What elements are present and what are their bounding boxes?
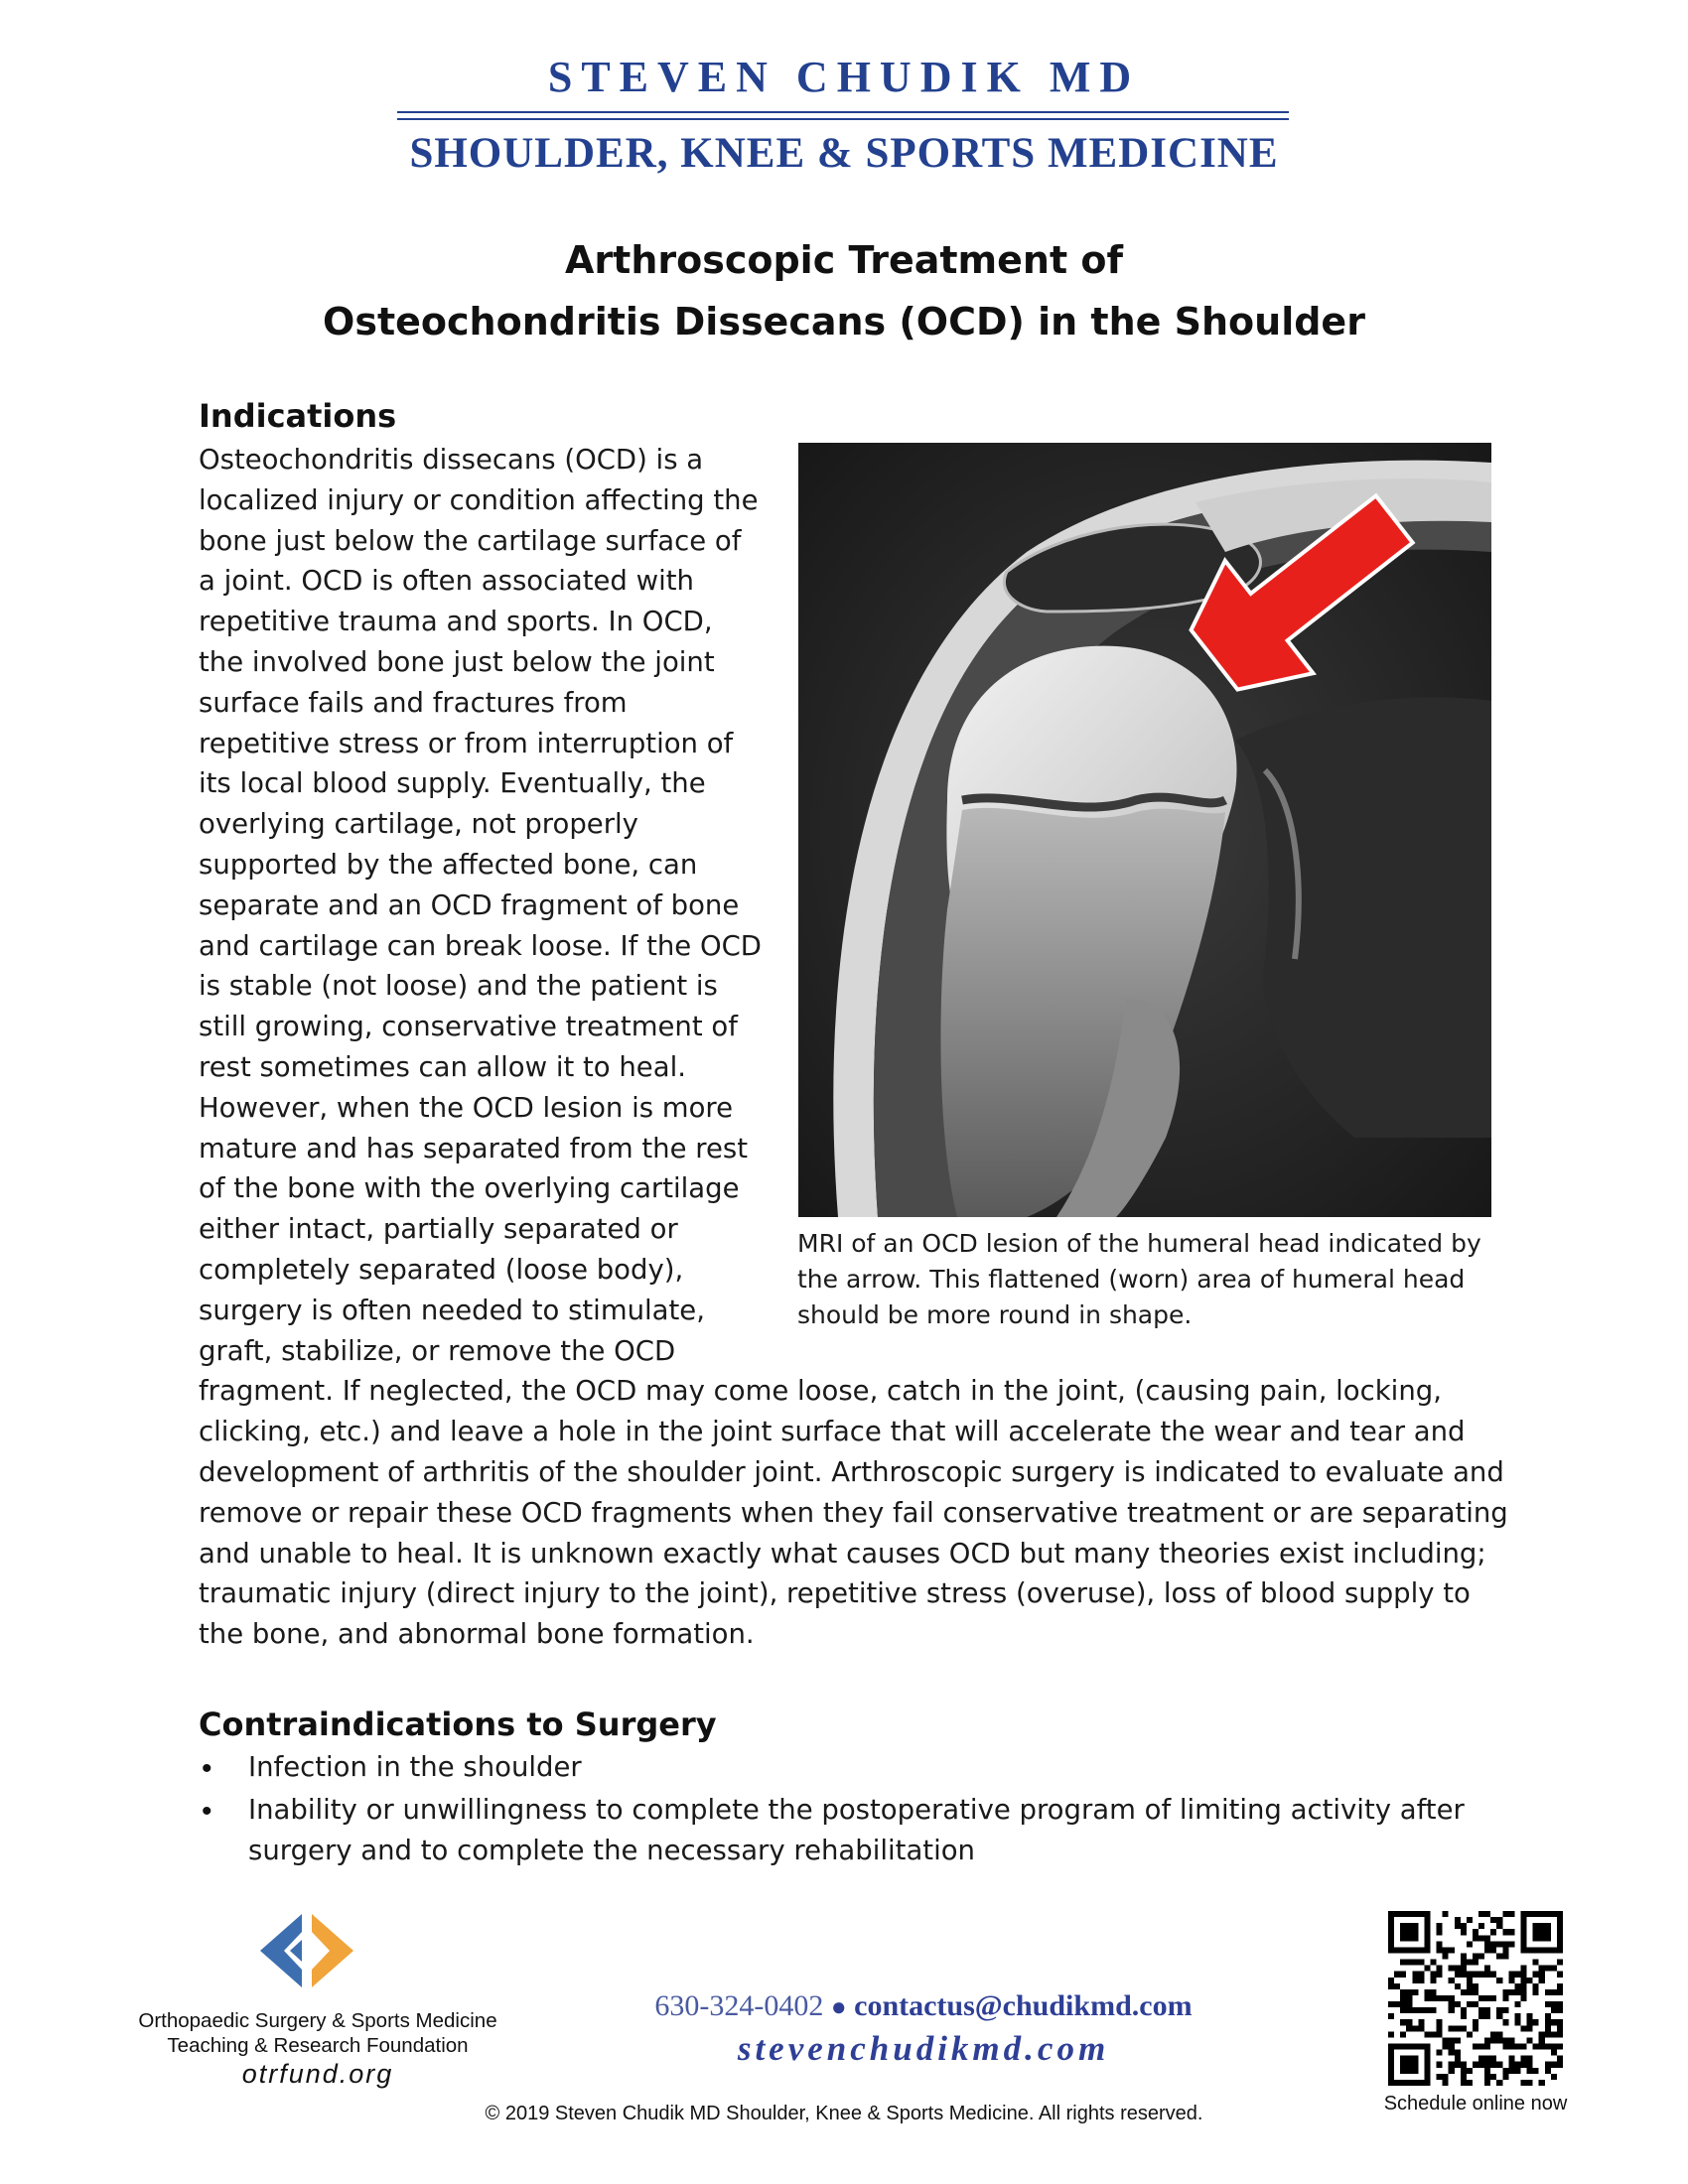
bullet-icon: • — [202, 1795, 212, 1828]
indications-line: bone just below the cartilage surface of — [199, 524, 742, 557]
website-link[interactable]: stevenchudikmd.com — [737, 2029, 1110, 2068]
letterhead-subtitle: SHOULDER, KNEE & SPORTS MEDICINE — [409, 130, 1279, 177]
indications-line: surface fails and fractures from — [199, 686, 628, 719]
contraindication-item: surgery and to complete the necessary rehabilitation — [248, 1835, 975, 1866]
email-link[interactable]: contactus@chudikmd.com — [854, 1989, 1193, 2022]
indications-line: still growing, conservative treatment of — [199, 1011, 738, 1043]
indications-line: repetitive stress or from interruption of — [199, 727, 734, 759]
page-title-line2: Osteochondritis Dissecans (OCD) in the Shoulder — [323, 300, 1365, 343]
indications-line: repetitive trauma and sports. In OCD, — [199, 606, 713, 638]
indications-line: However, when the OCD lesion is more — [199, 1091, 734, 1124]
letterhead-name: STEVEN CHUDIK MD — [547, 53, 1141, 101]
indications-line: traumatic injury (direct injury to the joint), repetitive stress (overuse), loss of blood supply to — [199, 1577, 1471, 1610]
indications-line: the involved bone just below the joint — [199, 646, 715, 678]
caption-line: should be more round in shape. — [797, 1300, 1193, 1329]
schedule-online-label: Schedule online now — [1383, 2093, 1568, 2115]
copyright-notice: © 2019 Steven Chudik MD Shoulder, Knee & Sports Medicine. All rights reserved. — [485, 2103, 1203, 2124]
indications-line: a joint. OCD is often associated with — [199, 565, 694, 598]
contraindications-heading: Contraindications to Surgery — [199, 1706, 717, 1743]
indications-line: clicking, etc.) and leave a hole in the joint surface that will accelerate the wear and tear and — [199, 1416, 1466, 1448]
contact-line — [556, 1989, 1291, 2023]
indications-line: and cartilage can break loose. If the OCD — [199, 929, 762, 962]
caption-line: MRI of an OCD lesion of the humeral head indicated by — [797, 1229, 1481, 1258]
indications-line: surgery is often needed to stimulate, — [199, 1294, 705, 1326]
contraindication-item: Infection in the shoulder — [248, 1751, 582, 1783]
bullet-icon: • — [202, 1752, 212, 1785]
indications-line: remove or repair these OCD fragments when they fail conservative treatment or are separating — [199, 1496, 1508, 1529]
indications-line: its local blood supply. Eventually, the — [199, 767, 706, 800]
indications-line: of the bone with the overlying cartilage — [199, 1172, 740, 1205]
indications-line: and unable to heal. It is unknown exactly what causes OCD but many theories exist including; — [199, 1537, 1486, 1570]
contraindication-item: Inability or unwillingness to complete the postoperative program of limiting activity after — [248, 1794, 1465, 1826]
indications-line: development of arthritis of the shoulder joint. Arthroscopic surgery is indicated to evaluate and — [199, 1456, 1504, 1488]
indications-line: localized injury or condition affecting the — [199, 483, 759, 516]
indications-line: rest sometimes can allow it to heal. — [199, 1051, 686, 1083]
indications-line: the bone, and abnormal bone formation. — [199, 1618, 755, 1651]
page-title-line1: Arthroscopic Treatment of — [565, 238, 1123, 282]
foundation-url[interactable]: otrfund.org — [241, 2059, 394, 2089]
indications-line: overlying cartilage, not properly — [199, 808, 638, 841]
foundation-name-line1: Orthopaedic Surgery & Sports Medicine — [138, 2009, 497, 2032]
indications-line: completely separated (loose body), — [199, 1254, 684, 1286]
letterhead-rule-bottom — [397, 118, 1289, 120]
phone-number[interactable]: 630-324-0402 — [654, 1989, 824, 2022]
indications-line: mature and has separated from the rest — [199, 1132, 748, 1164]
indications-line: separate and an OCD fragment of bone — [199, 888, 740, 921]
qr-code-icon[interactable] — [1388, 1911, 1563, 2086]
foundation-name-line2: Teaching & Research Foundation — [167, 2034, 469, 2057]
letterhead-rule-top — [397, 111, 1289, 113]
indications-heading: Indications — [199, 397, 397, 435]
otrf-logo-icon — [260, 1914, 363, 1987]
indications-line: graft, stabilize, or remove the OCD — [199, 1334, 676, 1367]
indications-line: supported by the affected bone, can — [199, 849, 698, 881]
bullet-dot-icon: ● — [830, 1992, 847, 2021]
indications-line: Osteochondritis dissecans (OCD) is a — [199, 444, 704, 476]
indications-line: is stable (not loose) and the patient is — [199, 970, 718, 1003]
mri-image — [798, 443, 1491, 1217]
indications-line: fragment. If neglected, the OCD may come loose, catch in the joint, (causing pain, locking, — [199, 1375, 1442, 1408]
indications-line: either intact, partially separated or — [199, 1213, 678, 1246]
caption-line: the arrow. This flattened (worn) area of humeral head — [797, 1265, 1466, 1294]
